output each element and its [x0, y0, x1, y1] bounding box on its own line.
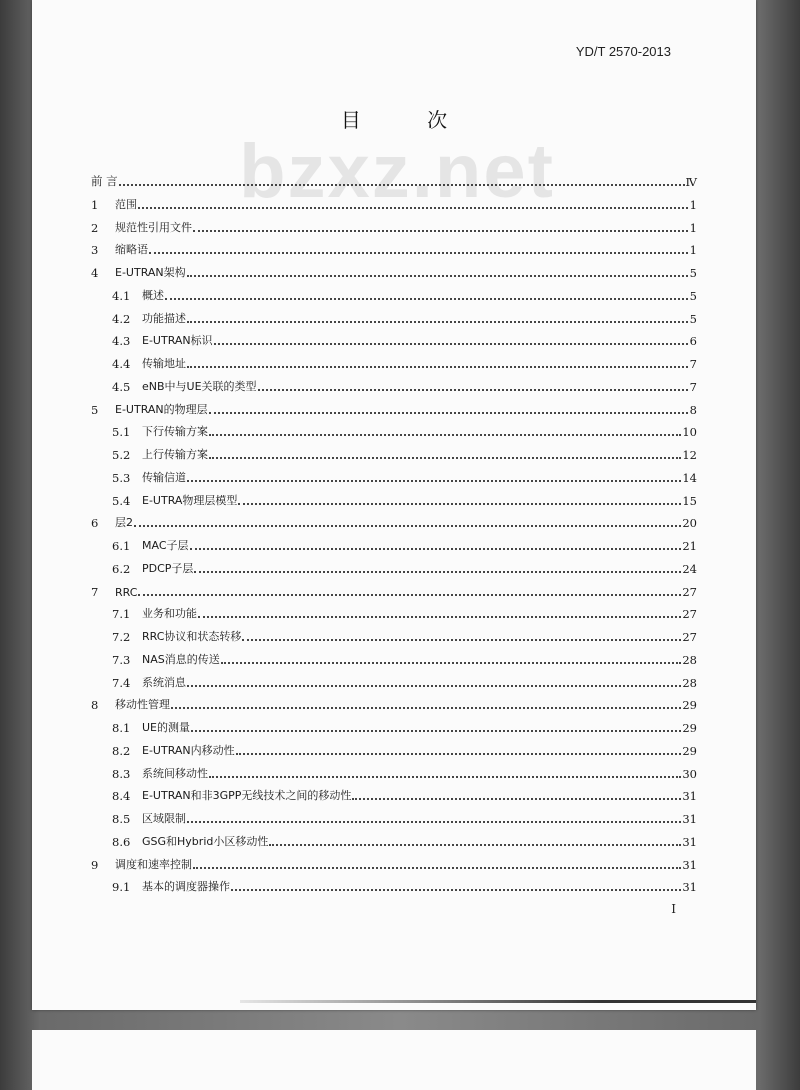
toc-entry-number: 7.2 — [112, 630, 131, 644]
toc-entry-page: 15 — [682, 494, 697, 508]
toc-entry-page: 1 — [689, 198, 697, 212]
toc-entry[interactable] — [112, 353, 697, 371]
toc-entry-number: 4.5 — [112, 380, 131, 394]
toc-entry[interactable] — [112, 649, 697, 667]
toc-entry-page: 29 — [682, 698, 697, 712]
toc-leader-dots — [138, 205, 688, 209]
document-page — [32, 0, 756, 1010]
toc-entry-title: eNB中与UE关联的类型 — [142, 380, 257, 393]
toc-entry-page: 28 — [682, 653, 697, 667]
toc-leader-dots — [171, 705, 681, 709]
toc-leader-dots — [231, 887, 681, 891]
toc-entry-title: E-UTRAN架构 — [115, 266, 186, 279]
toc-entry-number: 6.2 — [112, 562, 131, 576]
toc-entry-page: 29 — [682, 721, 697, 735]
toc-entry[interactable] — [91, 512, 697, 530]
toc-entry[interactable] — [112, 558, 697, 576]
toc-entry-page: 21 — [682, 539, 697, 553]
toc-entry[interactable] — [112, 626, 697, 644]
toc-entry-page: 31 — [682, 789, 697, 803]
toc-entry[interactable] — [91, 239, 697, 257]
toc-leader-dots — [214, 341, 688, 345]
toc-entry-page: 24 — [682, 562, 697, 576]
toc-entry-page: 6 — [689, 334, 697, 348]
toc-leader-dots — [149, 250, 688, 254]
toc-entry-number: 4.1 — [112, 289, 131, 303]
toc-entry-number: 8.3 — [112, 767, 131, 781]
toc-entry-number: 8 — [91, 698, 99, 712]
toc-leader-dots — [187, 319, 688, 323]
toc-entry[interactable] — [112, 421, 697, 439]
toc-leader-dots — [134, 523, 681, 527]
toc-leader-dots — [198, 614, 681, 618]
page-title: 目 次 — [340, 108, 478, 132]
toc-entry-title: UE的测量 — [142, 721, 191, 734]
toc-leader-dots — [187, 819, 681, 823]
toc-leader-dots — [193, 228, 688, 232]
toc-entry-title: 传输地址 — [142, 357, 186, 370]
toc-entry-page: 27 — [682, 607, 697, 621]
toc-leader-dots — [242, 637, 681, 641]
toc-entry-page: 5 — [689, 312, 697, 326]
toc-entry[interactable] — [112, 308, 697, 326]
toc-entry-page: 10 — [682, 425, 697, 439]
next-page — [32, 1030, 756, 1090]
toc-leader-dots — [221, 660, 682, 664]
toc-entry[interactable] — [112, 444, 697, 462]
toc-entry-number: 5.1 — [112, 425, 131, 439]
toc-entry-number: 5.2 — [112, 448, 131, 462]
toc-entry-number: 7.1 — [112, 607, 131, 621]
toc-leader-dots — [193, 865, 681, 869]
toc-entry[interactable] — [91, 694, 697, 712]
toc-entry[interactable] — [112, 808, 697, 826]
toc-leader-dots — [209, 410, 688, 414]
toc-entry-page: 31 — [682, 812, 697, 826]
toc-leader-dots — [238, 501, 681, 505]
toc-entry-page: 7 — [689, 380, 697, 394]
toc-leader-dots — [236, 751, 682, 755]
toc-entry-number: 7.4 — [112, 676, 131, 690]
toc-entry-page: Ⅳ — [685, 175, 697, 189]
toc-entry[interactable] — [112, 330, 697, 348]
toc-entry-title: 传输信道 — [142, 471, 186, 484]
toc-leader-dots — [119, 182, 685, 186]
toc-entry-page: 20 — [682, 516, 697, 530]
toc-entry-title: E-UTRAN标识 — [142, 334, 213, 347]
toc-leader-dots — [209, 774, 681, 778]
toc-entry-page: 27 — [682, 630, 697, 644]
toc-entry-number: 5.3 — [112, 471, 131, 485]
toc-entry[interactable] — [91, 854, 697, 872]
toc-leader-dots — [187, 478, 681, 482]
toc-entry-title: 系统间移动性 — [142, 767, 208, 780]
toc-entry[interactable] — [112, 535, 697, 553]
toc-entry-number: 7 — [91, 585, 99, 599]
toc-entry-title: 规范性引用文件 — [115, 221, 192, 234]
toc-leader-dots — [194, 569, 681, 573]
toc-entry-number: 1 — [91, 198, 99, 212]
toc-entry-number: 6 — [91, 516, 99, 530]
toc-entry[interactable] — [112, 740, 697, 758]
toc-entry[interactable] — [91, 194, 697, 212]
toc-entry-title: 移动性管理 — [115, 698, 170, 711]
toc-entry[interactable] — [112, 467, 697, 485]
toc-entry[interactable] — [91, 581, 697, 599]
toc-entry[interactable] — [112, 490, 697, 508]
toc-entry-title: PDCP子层 — [142, 562, 194, 575]
toc-entry-page: 28 — [682, 676, 697, 690]
toc-entry[interactable] — [91, 171, 697, 189]
toc-entry-number: 8.4 — [112, 789, 131, 803]
toc-entry-title: 区域限制 — [142, 812, 186, 825]
toc-entry-title: E-UTRAN的物理层 — [115, 403, 208, 416]
toc-entry-title: GSG和Hybrid小区移动性 — [142, 835, 269, 848]
toc-entry-title: 功能描述 — [142, 312, 186, 325]
toc-entry-page: 31 — [682, 858, 697, 872]
toc-entry-page: 27 — [682, 585, 697, 599]
toc-entry-title: 业务和功能 — [142, 607, 197, 620]
toc-leader-dots — [191, 728, 681, 732]
toc-entry[interactable] — [91, 262, 697, 280]
toc-entry-title: 系统消息 — [142, 676, 186, 689]
toc-entry[interactable] — [112, 717, 697, 735]
toc-entry-page: 29 — [682, 744, 697, 758]
toc-entry-number: 2 — [91, 221, 99, 235]
toc-entry-title: RRC — [115, 586, 138, 599]
toc-entry-page: 31 — [682, 880, 697, 894]
watermark: bzxz.net — [239, 129, 555, 214]
toc-entry[interactable] — [112, 376, 697, 394]
toc-entry-page: 30 — [682, 767, 697, 781]
toc-leader-dots — [190, 546, 682, 550]
toc-entry-title: NAS消息的传送 — [142, 653, 220, 666]
toc-entry-title: 范围 — [115, 198, 137, 211]
toc-entry-number: 7.3 — [112, 653, 131, 667]
toc-entry[interactable] — [91, 217, 697, 235]
toc-entry-number: 4.4 — [112, 357, 131, 371]
toc-entry-page: 1 — [689, 243, 697, 257]
toc-entry-title: RRC协议和状态转移 — [142, 630, 242, 643]
toc-entry-title: MAC子层 — [142, 539, 189, 552]
toc-entry-number: 6.1 — [112, 539, 131, 553]
toc-entry-title: 调度和速率控制 — [115, 858, 192, 871]
toc-entry-title: 基本的调度器操作 — [142, 880, 230, 893]
toc-entry[interactable] — [112, 285, 697, 303]
toc-leader-dots — [209, 455, 681, 459]
toc-entry-page: 5 — [689, 266, 697, 280]
toc-leader-dots — [352, 796, 681, 800]
toc-entry-title: 缩略语 — [115, 243, 148, 256]
toc-leader-dots — [187, 273, 688, 277]
toc-entry-page: 14 — [682, 471, 697, 485]
toc-leader-dots — [258, 387, 688, 391]
toc-entry[interactable] — [112, 785, 697, 803]
toc-entry-page: 8 — [689, 403, 697, 417]
page-edge-shadow — [240, 1000, 756, 1003]
standard-number: YD/T 2570-2013 — [575, 44, 671, 59]
toc-entry-title: E-UTRAN和非3GPP无线技术之间的移动性 — [142, 789, 352, 802]
toc-leader-dots — [209, 432, 681, 436]
toc-entry-number: 8.5 — [112, 812, 131, 826]
toc-entry-title: 上行传输方案 — [142, 448, 208, 461]
toc-entry-page: 5 — [689, 289, 697, 303]
toc-entry-number: 3 — [91, 243, 99, 257]
toc-entry-number: 4 — [91, 266, 99, 280]
toc-entry[interactable] — [112, 831, 697, 849]
toc-entry-number: 8.1 — [112, 721, 131, 735]
toc-entry-page: 31 — [682, 835, 697, 849]
toc-entry[interactable] — [112, 672, 697, 690]
toc-entry-page: 1 — [689, 221, 697, 235]
toc-entry-number: 4.2 — [112, 312, 131, 326]
toc-entry[interactable] — [112, 763, 697, 781]
toc-entry-number: 8.2 — [112, 744, 131, 758]
toc-leader-dots — [187, 364, 688, 368]
page-number: I — [671, 902, 676, 916]
toc-entry-title: 概述 — [142, 289, 164, 302]
toc-entry-title: E-UTRAN内移动性 — [142, 744, 235, 757]
toc-entry-number: 9.1 — [112, 880, 131, 894]
toc-entry-title: 层2 — [115, 516, 133, 529]
toc-entry[interactable] — [112, 603, 697, 621]
toc-entry-page: 7 — [689, 357, 697, 371]
toc-entry-number: 8.6 — [112, 835, 131, 849]
toc-entry-title: E-UTRA物理层模型 — [142, 494, 238, 507]
toc-entry[interactable] — [91, 399, 697, 417]
toc-entry-number: 5.4 — [112, 494, 131, 508]
toc-leader-dots — [138, 592, 681, 596]
toc-entry[interactable] — [112, 876, 697, 894]
toc-leader-dots — [187, 683, 681, 687]
toc-entry-number: 前 言 — [91, 174, 118, 188]
toc-entry-title: 下行传输方案 — [142, 425, 208, 438]
toc-leader-dots — [269, 842, 681, 846]
toc-entry-number: 9 — [91, 858, 99, 872]
toc-entry-number: 4.3 — [112, 334, 131, 348]
toc-leader-dots — [165, 296, 688, 300]
toc-entry-number: 5 — [91, 403, 99, 417]
toc-entry-page: 12 — [682, 448, 697, 462]
